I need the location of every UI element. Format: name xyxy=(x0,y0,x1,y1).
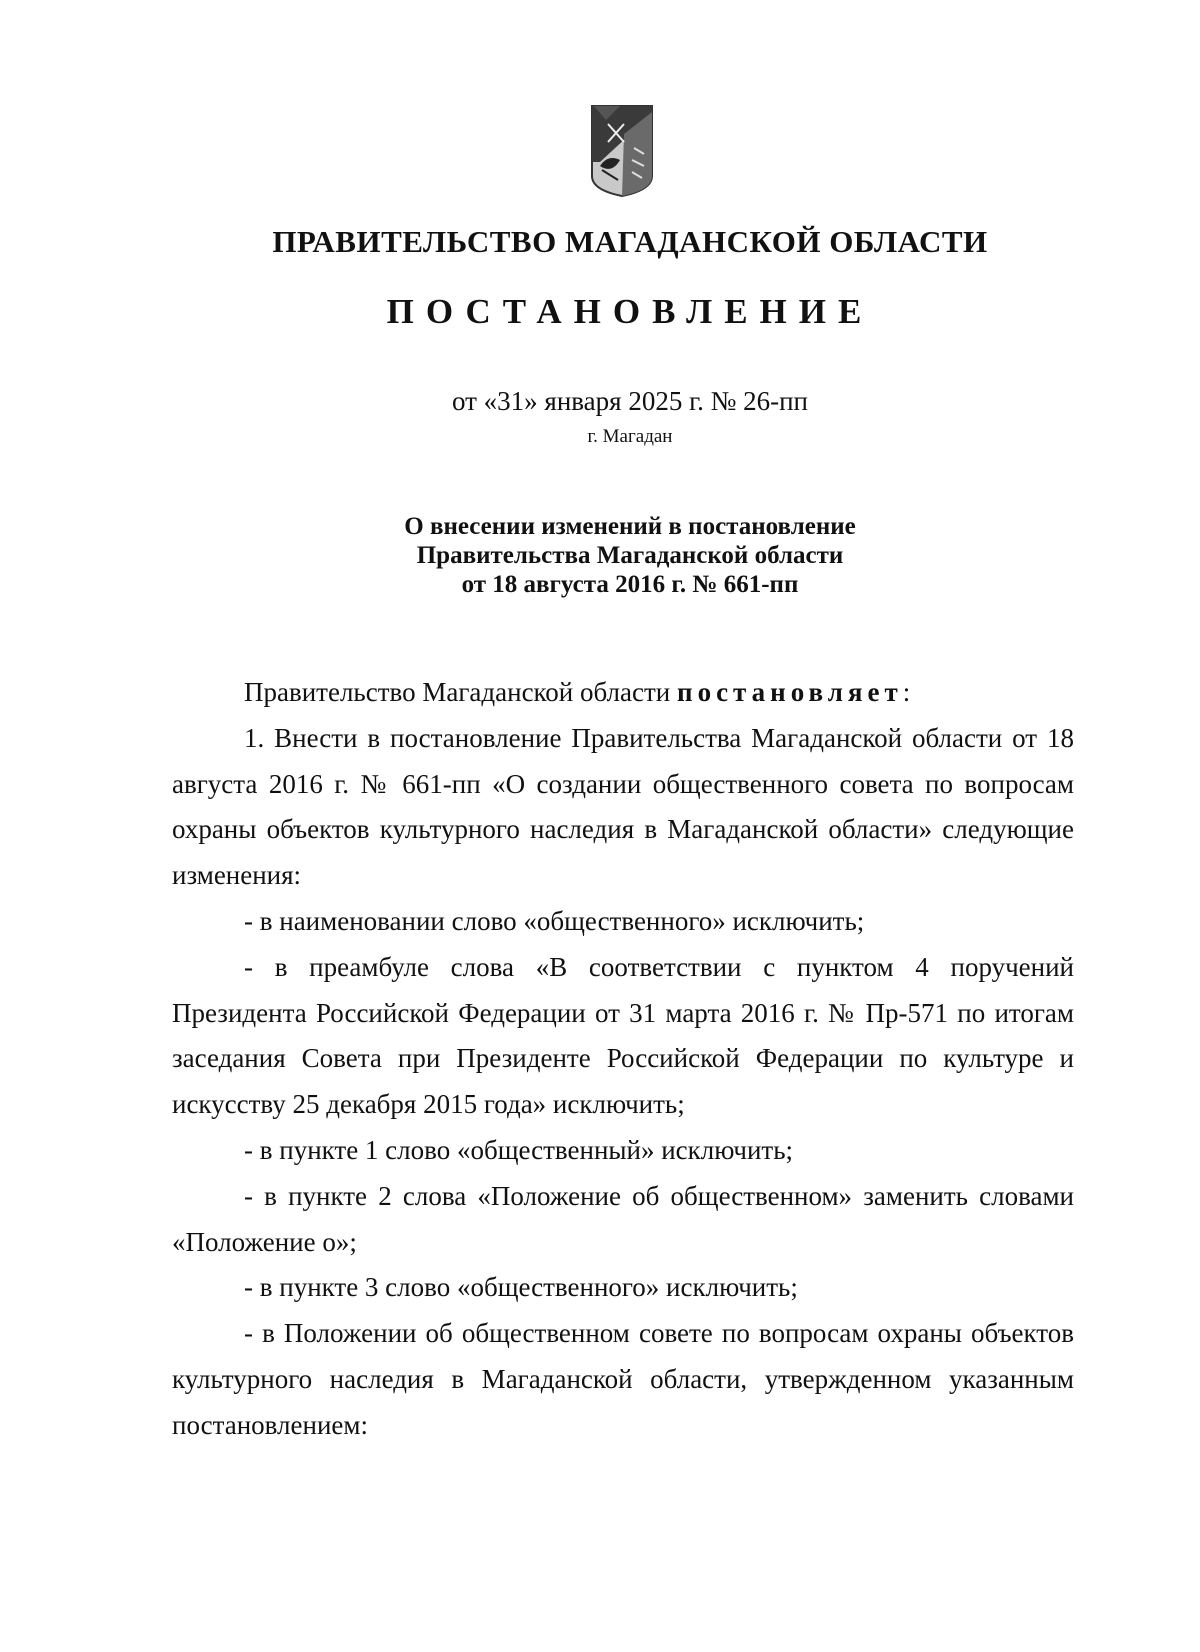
paragraph-4: - в пункте 1 слово «общественный» исключить; xyxy=(244,1134,794,1165)
document-date-number: от «31» января 2025 г. № 26-пп xyxy=(451,386,809,416)
paragraph-6: - в пункте 3 слово «общественного» исключить; xyxy=(244,1272,798,1303)
subject-line-2: Правительства Магаданской области xyxy=(416,542,844,569)
document-body xyxy=(172,670,1074,1449)
government-title: ПРАВИТЕЛЬСТВО МАГАДАНСКОЙ ОБЛАСТИ xyxy=(272,224,988,259)
intro-suffix: : xyxy=(902,677,911,707)
intro-prefix: Правительство Магаданской области xyxy=(244,677,678,707)
paragraph-5: - в пункте 2 слова «Положение об общественном» заменить словами «Положение о»; xyxy=(172,1180,1074,1257)
coat-of-arms-icon xyxy=(590,104,654,198)
subject-line-1: О внесении изменений в постановление xyxy=(404,513,856,540)
paragraph-3: - в преамбуле слова «В соответствии с пунктом 4 поручений Президента Российской Федерации от 31 марта 2016 г. № Пр-571 по итогам заседания Совета при Президенте Российской Федерации по культуре и искусству 25 декабря 2015 года» исключить; xyxy=(172,951,1074,1120)
document-city: г. Магадан xyxy=(587,426,673,447)
document-type-title: ПОСТАНОВЛЕНИЕ xyxy=(386,292,874,331)
intro-verb: постановляет xyxy=(677,677,903,707)
paragraph-1: 1. Внести в постановление Правительства Магаданской области от 18 августа 2016 г. № 661-пп «О создании общественного совета по вопросам охраны объектов культурного наследия в Магаданской области» следующие изменения: xyxy=(172,722,1074,891)
paragraph-7: - в Положении об общественном совете по вопросам охраны объектов культурного наследия в Магаданской области, утвержденном указанным постановлением: xyxy=(172,1318,1074,1440)
intro-paragraph xyxy=(172,670,1074,716)
paragraph-2: - в наименовании слово «общественного» исключить; xyxy=(244,905,865,936)
document-subject xyxy=(0,512,1200,599)
subject-line-3: от 18 августа 2016 г. № 661-пп xyxy=(461,571,799,598)
